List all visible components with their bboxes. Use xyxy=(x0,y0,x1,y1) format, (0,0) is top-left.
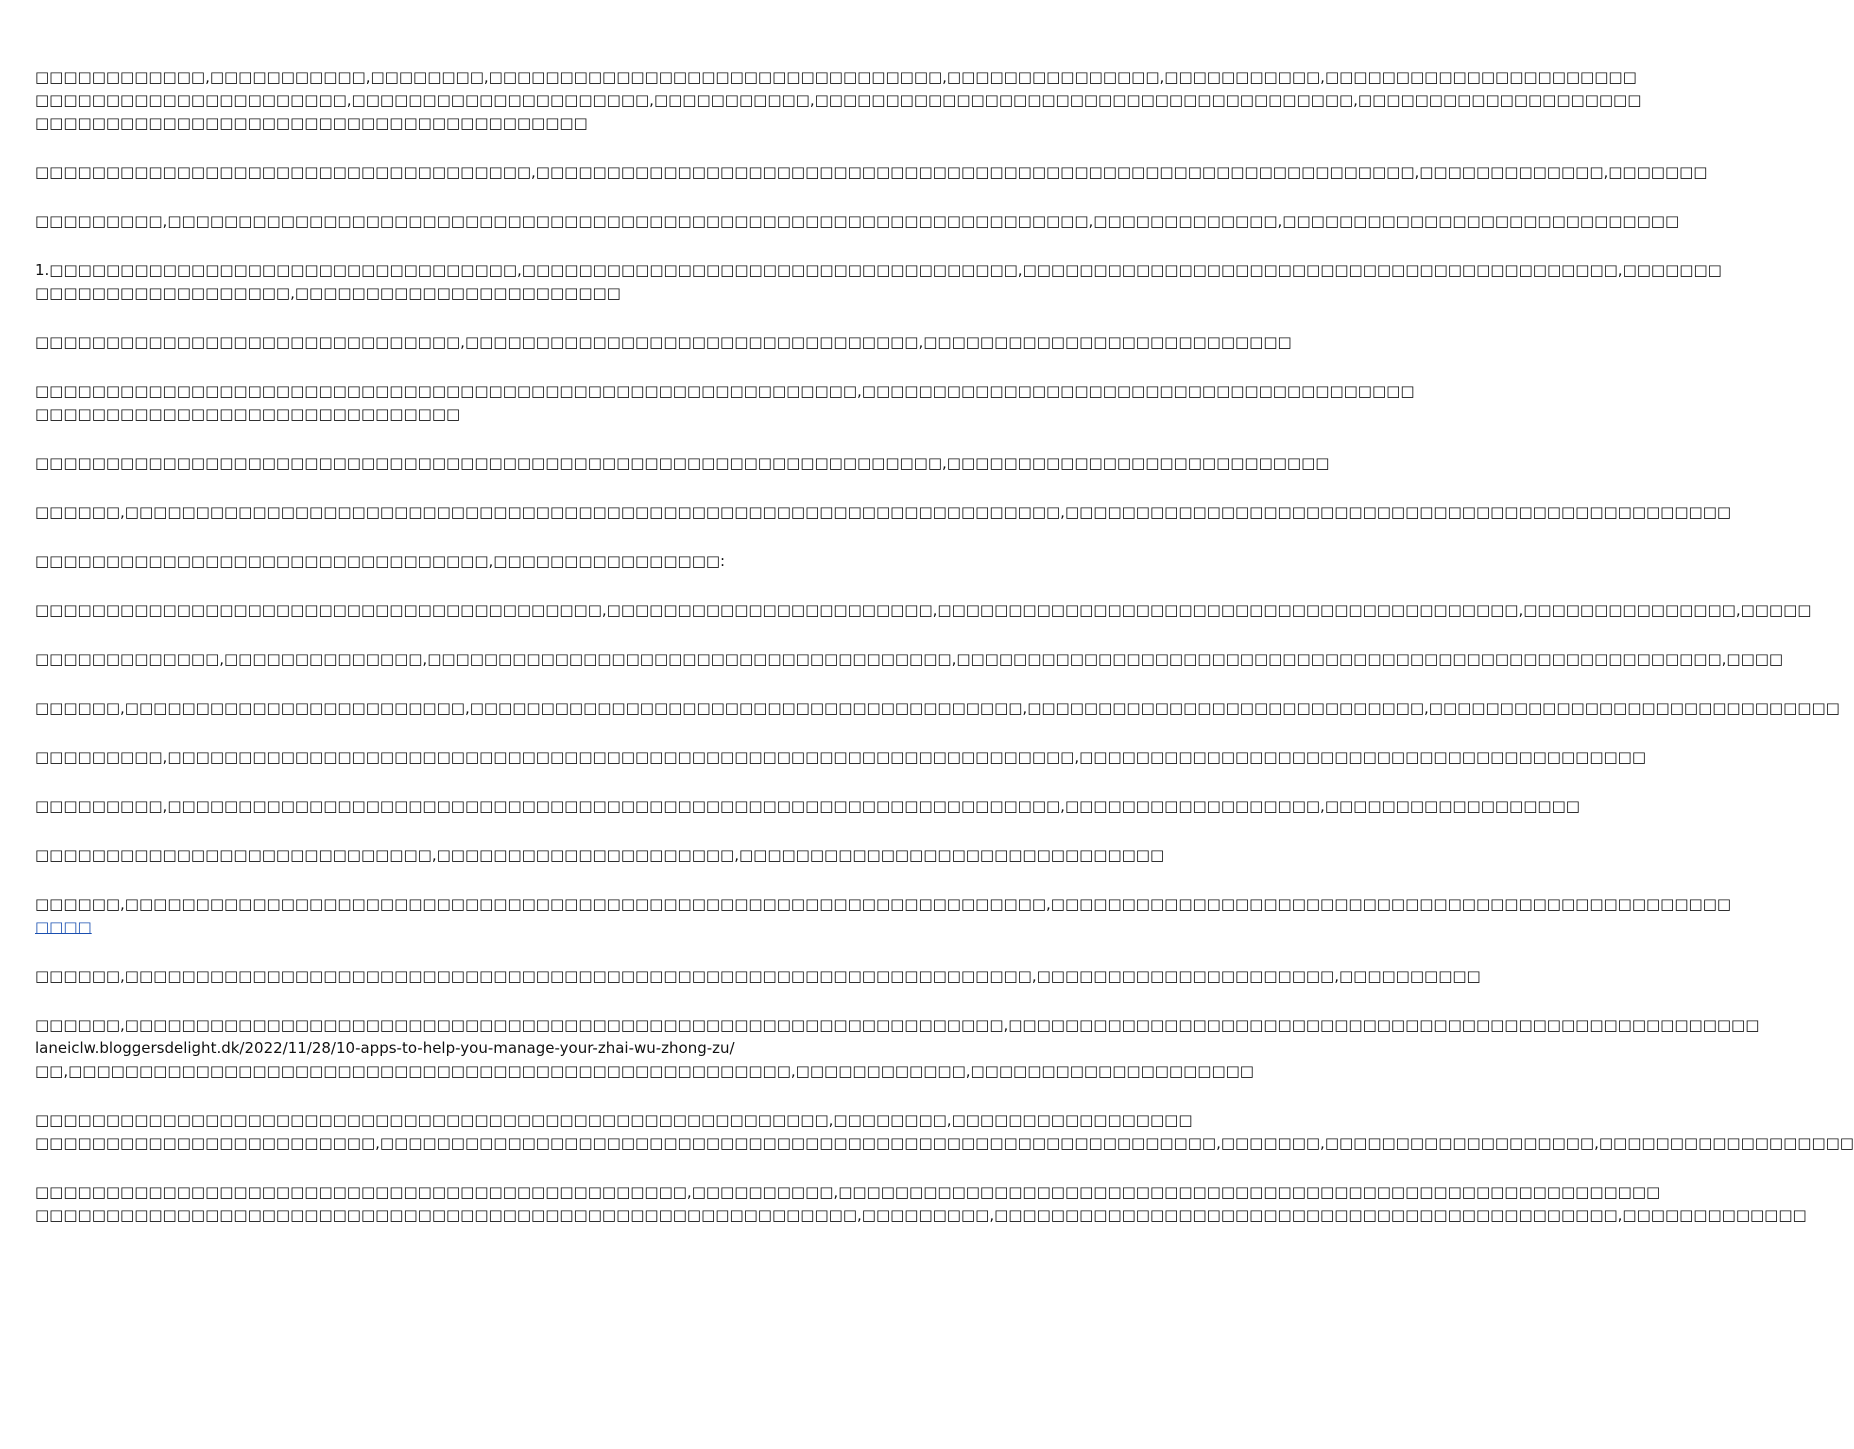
paragraph-line: □□□□□□□□□□□□□□□□□□□□□□□□□□□□□□□□□□□□□□□□□□□□□□□□□□□□□□□□□□,□□□□□□□□□□□□□□□□□□□□□□□□□□□□□□□□□□□□□□□ xyxy=(35,382,1415,400)
paragraph-line: □□□□□□□□□□□□□□□□□□□□□□□□□□□□□□□□□□□□□□□□□□□□□□□□□□□□□□□□,□□□□□□□□,□□□□□□□□□□□□□□□□□ xyxy=(35,1111,1193,1129)
paragraph-13 xyxy=(35,746,1647,769)
document-body xyxy=(35,66,1854,1253)
paragraph-line: □□□□□□□□□□□□□□□□□□□□□□□□,□□□□□□□□□□□□□□□□□□□□□□□□□□□□□□□□□□□□□□□□□□□□□□□□□□□□□□□□□□□,□□□□□□□,□□□□□□□□□□□□□□□□□□□,□□□□□□□□□□□□□□□□□□ xyxy=(35,1134,1854,1152)
paragraph-line: □□□□□□□□□□□□□□□□□□□□□□□□□□□□□□,□□□□□□□□□□□□□□□□□□□□□□□□□□□□□□□□,□□□□□□□□□□□□□□□□□□□□□□□□□□ xyxy=(35,333,1292,351)
paragraph-19 xyxy=(35,1109,1854,1155)
paragraph-line: □□□□□□□□□□□□□□□□□□□□□□□□□□□□□□□□□□□□□□□□□□□□□□,□□□□□□□□□□,□□□□□□□□□□□□□□□□□□□□□□□□□□□□□□□□□□□□□□□□□□□□□□□□□□□□□□□□□□ xyxy=(35,1183,1661,1201)
paragraph-line: □□□□□□□□□□□□□□□□□□,□□□□□□□□□□□□□□□□□□□□□□□ xyxy=(35,284,621,302)
paragraph-line: □□□□□□□□□,□□□□□□□□□□□□□□□□□□□□□□□□□□□□□□□□□□□□□□□□□□□□□□□□□□□□□□□□□□□□□□□□□,□□□□□□□□□□□□□,□□□□□□□□□□□□□□□□□□□□□□□□□□□□ xyxy=(35,212,1680,230)
paragraph-line: 1.□□□□□□□□□□□□□□□□□□□□□□□□□□□□□□□□□,□□□□□□□□□□□□□□□□□□□□□□□□□□□□□□□□□□□,□□□□□□□□□□□□□□□□□□□□□□□□□□□□□□□□□□□□□□□□□□,□□□□□□□ xyxy=(35,261,1722,279)
paragraph-18 xyxy=(35,1014,1760,1083)
paragraph-line: □□□□□□□□□□□□□□□□□□□□□□□□□□□□□□□□,□□□□□□□□□□□□□□□□: xyxy=(35,552,726,570)
paragraph-line: □□□□□□□□□□□□□□□□□□□□□□□□□□□□□□□□□□□□□□□ xyxy=(35,114,588,132)
paragraph-15 xyxy=(35,844,1165,867)
paragraph-9 xyxy=(35,550,989,573)
paragraph-line: □□□□□□□□□□□□□□□□□□□□□□□□□□□□□□ xyxy=(35,405,461,423)
paragraph-line: □□□□□□,□□□□□□□□□□□□□□□□□□□□□□□□□□□□□□□□□□□□□□□□□□□□□□□□□□□□□□□□□□□□□□,□□□□□□□□□□□□□□□□□□□□□□□□□□□□□□□□□□□□□□□□□□□□□□□□□□□□□ xyxy=(35,1016,1760,1034)
paragraph-5 xyxy=(35,331,1292,354)
paragraph-line: □□□□□□□□□□□□□□□□□□□□□□,□□□□□□□□□□□□□□□□□□□□□,□□□□□□□□□□□,□□□□□□□□□□□□□□□□□□□□□□□□□□□□□□□□□□□□□□,□□□□□□□□□□□□□□□□□□□□ xyxy=(35,91,1642,109)
paragraph-20 xyxy=(35,1181,1807,1227)
paragraph-line: □□□□□□□□□□□□,□□□□□□□□□□□,□□□□□□□□,□□□□□□□□□□□□□□□□□□□□□□□□□□□□□□□□,□□□□□□□□□□□□□□□,□□□□□□□□□□□,□□□□□□□□□□□□□□□□□□□□□□ xyxy=(35,68,1637,86)
paragraph-line: □□□□□□□□□□□□□□□□□□□□□□□□□□□□□□□□□□□□□□□□,□□□□□□□□□□□□□□□□□□□□□□□,□□□□□□□□□□□□□□□□□□□□□□□□□□□□□□□□□□□□□□□□□,□□□□□□□□□□□□□□□,□□□□□ xyxy=(35,601,1812,619)
paragraph-line: □□□□□□,□□□□□□□□□□□□□□□□□□□□□□□□□□□□□□□□□□□□□□□□□□□□□□□□□□□□□□□□□□□□□□□□□□,□□□□□□□□□□□□□□□□□□□□□□□□□□□□□□□□□□□□□□□□□□□□□□□ xyxy=(35,503,1732,521)
paragraph-line: □□,□□□□□□□□□□□□□□□□□□□□□□□□□□□□□□□□□□□□□□□□□□□□□□□□□□□,□□□□□□□□□□□□,□□□□□□□□□□□□□□□□□□□□ xyxy=(35,1062,1254,1080)
paragraph-11 xyxy=(35,648,1784,671)
paragraph-14 xyxy=(35,795,1580,818)
paragraph-line: □□□□□□□□□,□□□□□□□□□□□□□□□□□□□□□□□□□□□□□□□□□□□□□□□□□□□□□□□□□□□□□□□□□□□□□□□□,□□□□□□□□□□□□□□□□□□□□□□□□□□□□□□□□□□□□□□□□ xyxy=(35,748,1647,766)
paragraph-line: □□□□□□□□□□□□□□□□□□□□□□□□□□□□□□□□□□□□□□□□□□□□□□□□□□□□□□□□□□□□□□□□,□□□□□□□□□□□□□□□□□□□□□□□□□□□ xyxy=(35,454,1330,472)
paragraph-line: □□□□□□□□□□□□□□□□□□□□□□□□□□□□□□□□□□□,□□□□□□□□□□□□□□□□□□□□□□□□□□□□□□□□□□□□□□□□□□□□□□□□□□□□□□□□□□□□□□,□□□□□□□□□□□□□,□□□□□□□ xyxy=(35,163,1708,181)
paragraph-8 xyxy=(35,501,1732,524)
paragraph-line: □□□□□□,□□□□□□□□□□□□□□□□□□□□□□□□,□□□□□□□□□□□□□□□□□□□□□□□□□□□□□□□□□□□□□□□,□□□□□□□□□□□□□□□□□□□□□□□□□□□□,□□□□□□□□□□□□□□□□□□□□□□□□□□□□□ xyxy=(35,699,1840,717)
paragraph-line: □□□□□□,□□□□□□□□□□□□□□□□□□□□□□□□□□□□□□□□□□□□□□□□□□□□□□□□□□□□□□□□□□□□□□□□,□□□□□□□□□□□□□□□□□□□□□,□□□□□□□□□□ xyxy=(35,967,1481,985)
paragraph-line: □□□□□□,□□□□□□□□□□□□□□□□□□□□□□□□□□□□□□□□□□□□□□□□□□□□□□□□□□□□□□□□□□□□□□□□□,□□□□□□□□□□□□□□□□□□□□□□□□□□□□□□□□□□□□□□□□□□□□□□□□ xyxy=(35,895,1732,913)
paragraph-link-line xyxy=(35,916,989,939)
paragraph-3 xyxy=(35,210,1680,233)
paragraph-line: □□□□□□□□□□□□□,□□□□□□□□□□□□□□,□□□□□□□□□□□□□□□□□□□□□□□□□□□□□□□□□□□□□,□□□□□□□□□□□□□□□□□□□□□□□□□□□□□□□□□□□□□□□□□□□□□□□□□□□□□□,□□□□ xyxy=(35,650,1784,668)
paragraph-16 xyxy=(35,893,1732,939)
paragraph-line: □□□□□□□□□□□□□□□□□□□□□□□□□□□□,□□□□□□□□□□□□□□□□□□□□□,□□□□□□□□□□□□□□□□□□□□□□□□□□□□□□ xyxy=(35,846,1165,864)
paragraph-2 xyxy=(35,161,1708,184)
paragraph-4 xyxy=(35,259,1722,305)
paragraph-line: □□□□□□□□□,□□□□□□□□□□□□□□□□□□□□□□□□□□□□□□□□□□□□□□□□□□□□□□□□□□□□□□□□□□□□□□□,□□□□□□□□□□□□□□□□□□,□□□□□□□□□□□□□□□□□□ xyxy=(35,797,1580,815)
paragraph-10 xyxy=(35,599,1812,622)
inline-link[interactable]: □□□□ xyxy=(35,918,92,936)
paragraph-line: □□□□□□□□□□□□□□□□□□□□□□□□□□□□□□□□□□□□□□□□□□□□□□□□□□□□□□□□□□,□□□□□□□□□,□□□□□□□□□□□□□□□□□□□□□□□□□□□□□□□□□□□□□□□□□□□□,□□□□□□□□□□□□□ xyxy=(35,1206,1807,1224)
paragraph-6 xyxy=(35,380,1415,426)
paragraph-7 xyxy=(35,452,1330,475)
paragraph-17 xyxy=(35,965,1481,988)
paragraph-1 xyxy=(35,66,1642,135)
url-line: laneiclw.bloggersdelight.dk/2022/11/28/10-apps-to-help-you-manage-your-zhai-wu-zhong-zu/ xyxy=(35,1039,735,1057)
paragraph-12 xyxy=(35,697,1840,720)
